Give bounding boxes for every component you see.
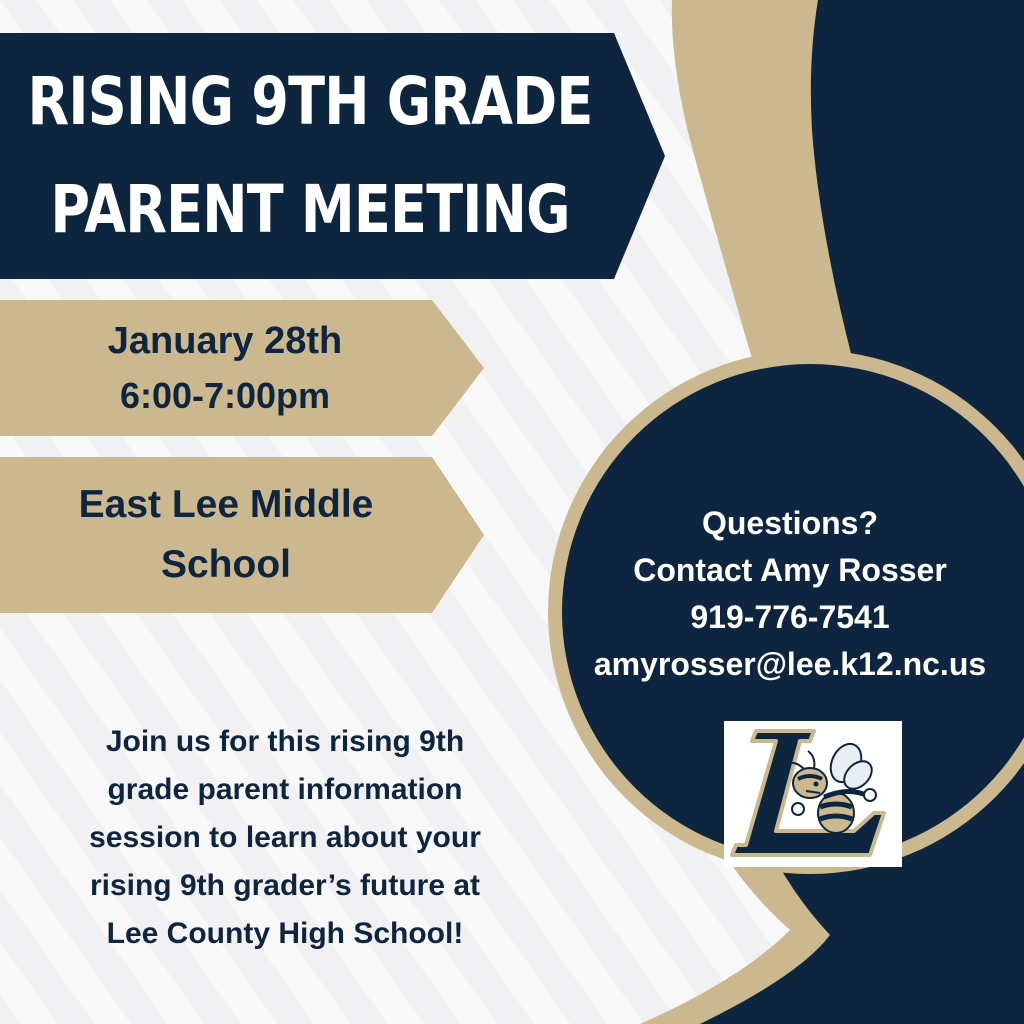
page-title xyxy=(27,33,593,279)
school-logo xyxy=(724,721,902,867)
yellow-jacket-mascot-icon xyxy=(724,721,902,867)
description-line-4: rising 9th grader’s future at xyxy=(89,869,481,902)
headline-line-1: RISING 9TH GRADE xyxy=(27,63,593,140)
contact-info xyxy=(558,500,1022,688)
contact-email: amyrosser@lee.k12.nc.us xyxy=(593,646,987,682)
event-time: 6:00-7:00pm xyxy=(119,375,331,416)
description-line-1: Join us for this rising 9th xyxy=(105,725,465,758)
contact-name: Contact Amy Rosser xyxy=(633,552,947,588)
description-line-5: Lee County High School! xyxy=(106,917,464,950)
headline-line-2: PARENT MEETING xyxy=(50,171,570,248)
event-date: January 28th xyxy=(107,320,343,362)
event-description xyxy=(20,718,550,958)
location-line-1: East Lee Middle xyxy=(78,483,374,526)
event-date-time xyxy=(0,300,450,436)
contact-heading: Questions? xyxy=(701,505,878,541)
event-location xyxy=(0,457,452,613)
location-line-2: School xyxy=(160,543,291,586)
description-line-3: session to learn about your xyxy=(89,821,481,854)
description-line-2: grade parent information xyxy=(107,773,463,806)
contact-phone: 919-776-7541 xyxy=(690,599,890,635)
